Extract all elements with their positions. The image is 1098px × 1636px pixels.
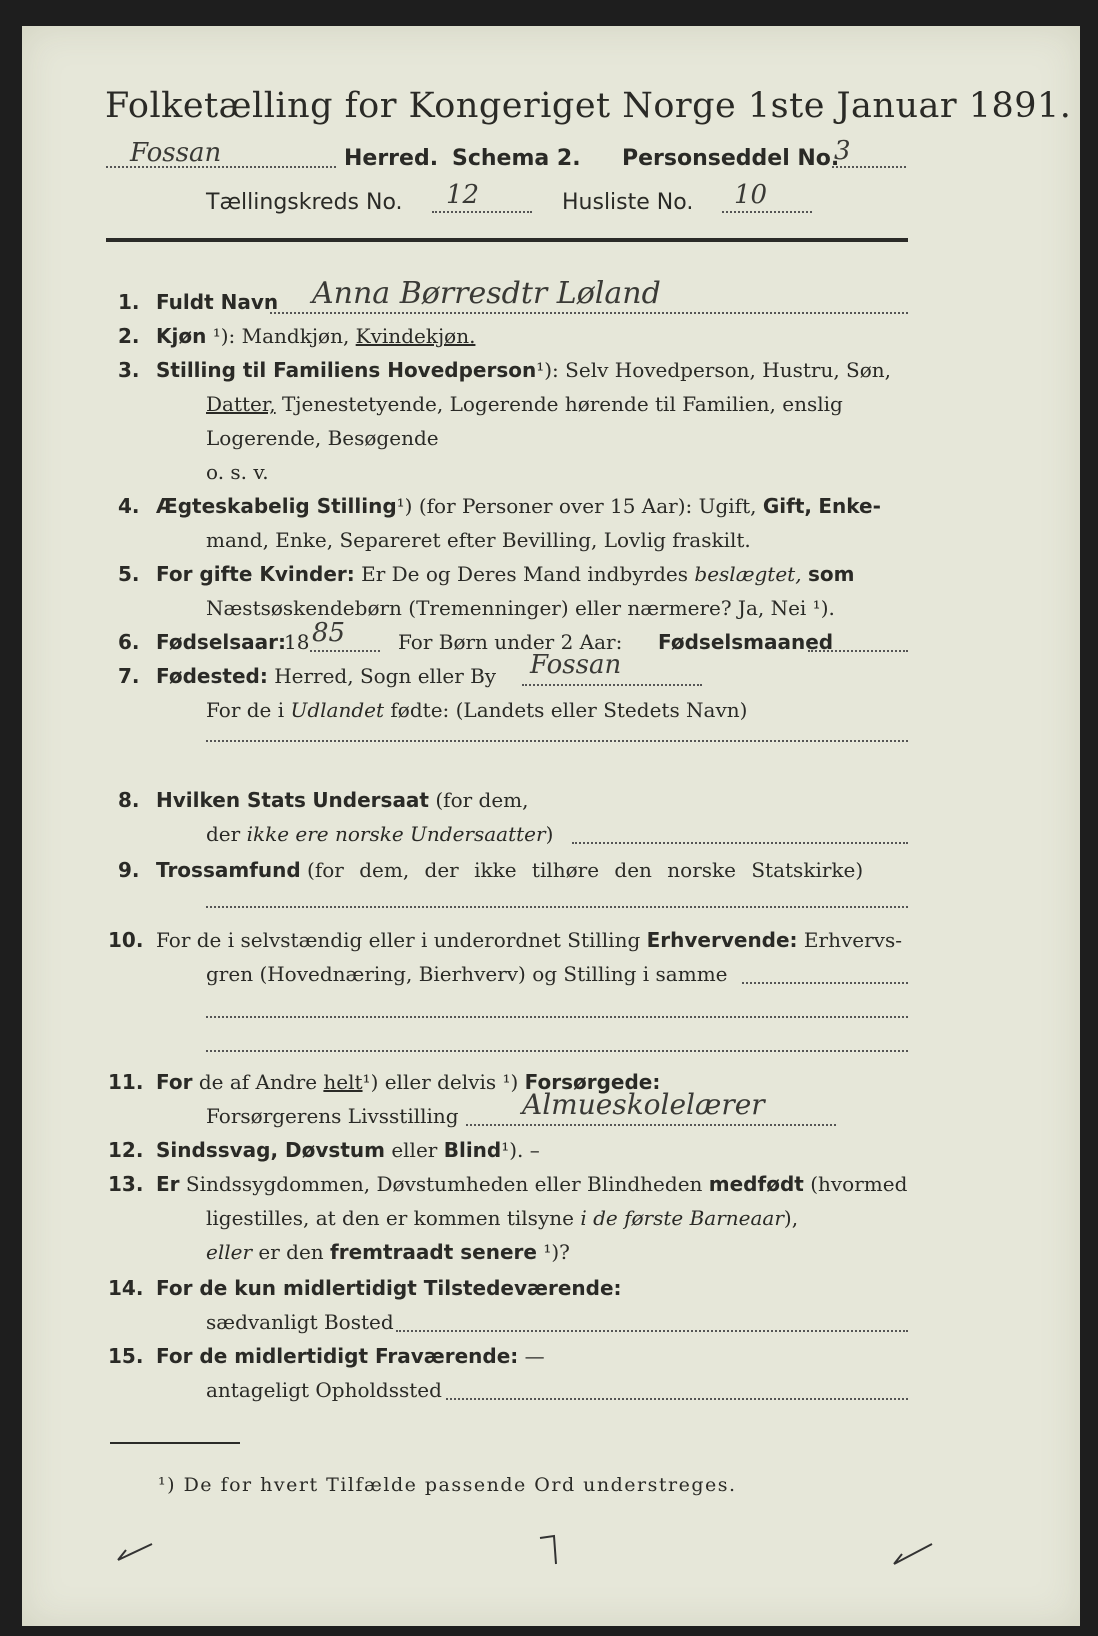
husliste-label: Husliste No.	[562, 190, 694, 215]
q11-text-1: de af Andre	[198, 1070, 318, 1094]
header-rule	[106, 238, 908, 242]
q10-line1	[156, 928, 902, 952]
q6-month-dotted-line	[808, 650, 908, 652]
footnote-rule	[110, 1442, 240, 1444]
footnote: ¹) De for hvert Tilfælde passende Ord understreges.	[158, 1474, 737, 1496]
q1-name-value: Anna Børresdtr Løland	[312, 276, 661, 311]
q2-opt-mandkjon: Mandkjøn,	[241, 324, 350, 348]
schema-label: Schema 2.	[452, 146, 581, 171]
q5-label: For gifte Kvinder:	[156, 562, 355, 586]
pen-mark-center	[532, 1530, 572, 1570]
q8-line2-italic: ikke ere norske Undersaatter	[246, 822, 546, 846]
q3-line3: Logerende, Besøgende	[206, 426, 439, 450]
q9-label: Trossamfund	[156, 858, 301, 882]
q7-line2-a: For de i	[206, 698, 285, 722]
husliste-value: 10	[734, 180, 768, 210]
q2-opt-kvindekjon: Kvindekjøn.	[355, 324, 476, 348]
q11-occupation-value: Almueskolelærer	[522, 1088, 765, 1121]
q11-forsorgede: Forsørgede:	[524, 1070, 661, 1094]
q8-number: 8.	[118, 788, 140, 812]
q13-text-1: Sindssygdommen, Døvstumheden eller Blindheden	[185, 1172, 703, 1196]
q13-fremtraadt: fremtraadt senere	[330, 1240, 537, 1264]
kreds-dotted-line	[432, 211, 532, 213]
q5-line1	[156, 562, 854, 586]
q5-beslaegtet: beslægtet,	[694, 562, 802, 586]
q8-label: Hvilken Stats	[156, 788, 306, 812]
q3-options-2: Tjenestetyende, Logerende hørende til Familien, enslig	[281, 392, 843, 416]
kreds-value: 12	[446, 180, 480, 210]
q10-text-2: Erhvervs-	[803, 928, 902, 952]
q15-line1	[156, 1344, 545, 1368]
q12-text: ¹). –	[501, 1138, 540, 1162]
q3-line2	[206, 392, 843, 416]
q9-text: (for dem, der ikke tilhøre den norske Statskirke)	[307, 858, 864, 882]
q7-line2	[206, 698, 747, 722]
q15-dash: —	[524, 1344, 545, 1368]
q10-line2: gren (Hovednæring, Bierhverv) og Stilling i samme	[206, 962, 728, 986]
q9-number: 9.	[118, 858, 140, 882]
q6-year-prefix: 18	[284, 630, 310, 654]
q3-line1	[156, 358, 891, 382]
q8-line2-a: der	[206, 822, 241, 846]
q8-line1	[156, 788, 528, 812]
q9-dotted-line	[206, 906, 908, 908]
q13-line2-b: ),	[783, 1206, 799, 1230]
q4-number: 4.	[118, 494, 140, 518]
q13-medfodt: medfødt	[708, 1172, 804, 1196]
q13-line2-italic: i de første Barneaar	[580, 1206, 784, 1230]
q13-line3-c: ¹)?	[543, 1240, 570, 1264]
q8-undersaat: Undersaat	[312, 788, 429, 812]
q1-label: Fuldt Navn	[156, 290, 279, 314]
pen-mark-left	[112, 1536, 172, 1566]
q8-line2-b: )	[545, 822, 554, 846]
husliste-dotted-line	[722, 211, 812, 213]
q15-line2: antageligt Opholdssted	[206, 1378, 442, 1402]
q11-dotted-line	[466, 1124, 836, 1126]
personseddel-label: Personseddel No.	[622, 146, 840, 171]
q13-line1	[156, 1172, 907, 1196]
q3-line4: o. s. v.	[206, 460, 269, 484]
herred-value: Fossan	[130, 138, 222, 168]
q11-number: 11.	[108, 1070, 144, 1094]
q3-options-1: Selv Hovedperson, Hustru, Søn,	[565, 358, 892, 382]
q14-label: For de kun midlertidigt Tilstedeværende:	[156, 1276, 622, 1300]
q7-label: Fødested:	[156, 664, 268, 688]
q8-line2	[206, 822, 553, 846]
q6-year-value: 85	[312, 618, 346, 648]
q7-dotted-line	[522, 684, 702, 686]
q7-number: 7.	[118, 664, 140, 688]
q13-number: 13.	[108, 1172, 144, 1196]
q2-label: Kjøn	[156, 324, 207, 348]
q10-dotted-line-1	[742, 982, 908, 984]
q10-dotted-line-2	[206, 1016, 908, 1018]
q1-number: 1.	[118, 290, 140, 314]
q14-number: 14.	[108, 1276, 144, 1300]
q15-label: For de midlertidigt Fraværende:	[156, 1344, 519, 1368]
q13-text-2: (hvormed	[810, 1172, 908, 1196]
q11-line2: Forsørgerens Livsstilling	[206, 1104, 459, 1128]
form-title: Folketælling for Kongeriget Norge 1ste Januar 1891.	[105, 86, 1072, 126]
q11-helt: helt	[323, 1070, 363, 1094]
q6-fodselsmaaned-label: Fødselsmaaned	[658, 630, 834, 654]
q7-extra-dotted-line	[206, 740, 908, 742]
q8-dotted-line	[572, 842, 908, 844]
q2-number: 2.	[118, 324, 140, 348]
q7-line2-b: fødte: (Landets eller Stedets Navn)	[390, 698, 748, 722]
q5-som: som	[807, 562, 855, 586]
q12-blind: Blind	[443, 1138, 502, 1162]
q4-opt-enke: Enke-	[818, 494, 881, 518]
q6-under2-text: For Børn under 2 Aar:	[398, 630, 623, 654]
personseddel-dotted-line	[832, 166, 906, 168]
q12-label: Sindssvag, Døvstum	[156, 1138, 385, 1162]
q4-line2: mand, Enke, Separeret efter Bevilling, Lovlig fraskilt.	[206, 528, 751, 552]
q7-line1	[156, 664, 496, 688]
q13-line3-italic: eller	[206, 1240, 253, 1264]
q7-birthplace-value: Fossan	[530, 650, 622, 680]
pen-mark-right	[888, 1536, 948, 1570]
q5-text: Er De og Deres Mand indbyrdes	[361, 562, 689, 586]
q4-label: Ægteskabelig Stilling	[156, 494, 397, 518]
q7-text: Herred, Sogn eller By	[274, 664, 497, 688]
q4-opt-gift: Gift,	[762, 494, 812, 518]
q13-line2-a: ligestilles, at den er kommen tilsyne	[206, 1206, 574, 1230]
q4-options-1: (for Personer over 15 Aar): Ugift,	[418, 494, 757, 518]
q8-text: (for dem,	[435, 788, 529, 812]
q3-sup: ¹):	[536, 358, 559, 382]
q13-line2	[206, 1206, 798, 1230]
q3-opt-datter: Datter,	[206, 392, 276, 416]
q6-number: 6.	[118, 630, 140, 654]
q10-erhvervende: Erhvervende:	[646, 928, 798, 952]
q3-number: 3.	[118, 358, 140, 382]
q4-sup: ¹)	[396, 494, 413, 518]
q15-dotted-line	[446, 1398, 908, 1400]
q10-dotted-line-3	[206, 1050, 908, 1052]
q12-line1	[156, 1138, 540, 1162]
q10-number: 10.	[108, 928, 144, 952]
q12-number: 12.	[108, 1138, 144, 1162]
q13-line3	[206, 1240, 570, 1264]
kreds-label: Tællingskreds No.	[206, 190, 403, 215]
personseddel-value: 3	[834, 136, 851, 166]
q14-line2: sædvanligt Bosted	[206, 1310, 394, 1334]
q13-line3-a: er den	[258, 1240, 324, 1264]
herred-label: Herred.	[344, 146, 439, 171]
q1-dotted-line	[270, 312, 908, 314]
q4-line1	[156, 494, 881, 518]
q15-number: 15.	[108, 1344, 144, 1368]
q2-line	[156, 324, 475, 348]
q9-line1	[156, 858, 863, 882]
q10-text-1: For de i selvstændig eller i underordnet Stilling	[156, 928, 641, 952]
q11-text-2: ¹) eller delvis ¹)	[362, 1070, 519, 1094]
q14-dotted-line	[396, 1330, 908, 1332]
q7-udlandet: Udlandet	[290, 698, 385, 722]
census-form-page	[22, 26, 1080, 1626]
q5-line2: Næstsøskendebørn (Tremenninger) eller nærmere? Ja, Nei ¹).	[206, 596, 835, 620]
q6-label: Fødselsaar:	[156, 630, 286, 654]
q5-number: 5.	[118, 562, 140, 586]
q11-label: For	[156, 1070, 193, 1094]
q12-eller: eller	[391, 1138, 438, 1162]
q13-label: Er	[156, 1172, 180, 1196]
q6-year-dotted-line	[310, 650, 380, 652]
q3-label: Stilling til Familiens Hovedperson	[156, 358, 537, 382]
q2-sup: ¹):	[212, 324, 236, 348]
